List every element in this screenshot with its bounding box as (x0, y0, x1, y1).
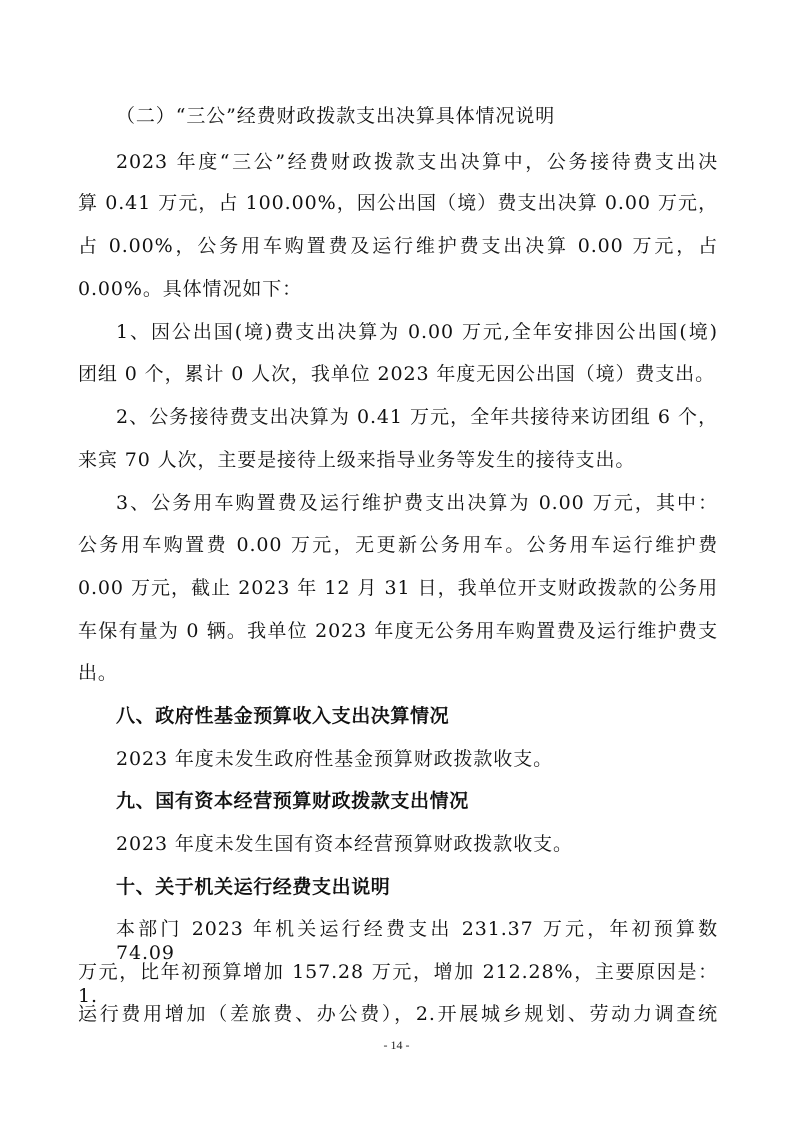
section-heading-state-capital: 九、国有资本经营预算财政拨款支出情况 (116, 790, 469, 812)
paragraph-line: 团组 0 个，累计 0 人次，我单位 2023 年度无因公出国（境）费支出。 (78, 363, 715, 385)
paragraph-line: 1、因公出国(境)费支出决算为 0.00 万元,全年安排因公出国(境) (116, 321, 718, 343)
paragraph-line: 车保有量为 0 辆。我单位 2023 年度无公务用车购置费及运行维护费支 (78, 620, 718, 642)
paragraph-line: 2023 年度未发生国有资本经营预算财政拨款收支。 (116, 833, 573, 855)
paragraph-line: 占 0.00%，公务用车购置费及运行维护费支出决算 0.00 万元，占 (78, 235, 718, 257)
paragraph-line: 0.00%。具体情况如下： (78, 278, 303, 300)
paragraph-line: 2023 年度未发生政府性基金预算财政拨款收支。 (116, 748, 553, 770)
paragraph-line: 3、公务用车购置费及运行维护费支出决算为 0.00 万元，其中： (116, 492, 718, 514)
paragraph-line: 本部门 2023 年机关运行经费支出 231.37 万元，年初预算数 74.09 (116, 918, 718, 964)
paragraph-line: 万元，比年初预算增加 157.28 万元，增加 212.28%，主要原因是：1. (78, 961, 718, 1007)
section-heading-government-funds: 八、政府性基金预算收入支出决算情况 (116, 705, 450, 727)
paragraph-line: 2023 年度“三公”经费财政拨款支出决算中，公务接待费支出决 (116, 151, 718, 173)
paragraph-line: 0.00 万元，截止 2023 年 12 月 31 日，我单位开支财政拨款的公务用 (78, 577, 718, 599)
section-subheading-three-public-expenses: （二）“三公”经费财政拨款支出决算具体情况说明 (116, 105, 556, 127)
paragraph-line: 2、公务接待费支出决算为 0.41 万元，全年共接待来访团组 6 个， (116, 406, 718, 428)
section-heading-operating-expenses: 十、关于机关运行经费支出说明 (116, 876, 391, 898)
paragraph-line: 运行费用增加（差旅费、办公费），2.开展城乡规划、劳动力调查统 (78, 1003, 718, 1025)
paragraph-line: 算 0.41 万元，占 100.00%，因公出国（境）费支出决算 0.00 万元， (78, 192, 718, 214)
page-number: - 14 - (383, 1038, 410, 1052)
paragraph-line: 来宾 70 人次，主要是接待上级来指导业务等发生的接待支出。 (78, 449, 636, 471)
paragraph-line: 出。 (78, 662, 118, 684)
paragraph-line: 公务用车购置费 0.00 万元，无更新公务用车。公务用车运行维护费 (78, 534, 718, 556)
